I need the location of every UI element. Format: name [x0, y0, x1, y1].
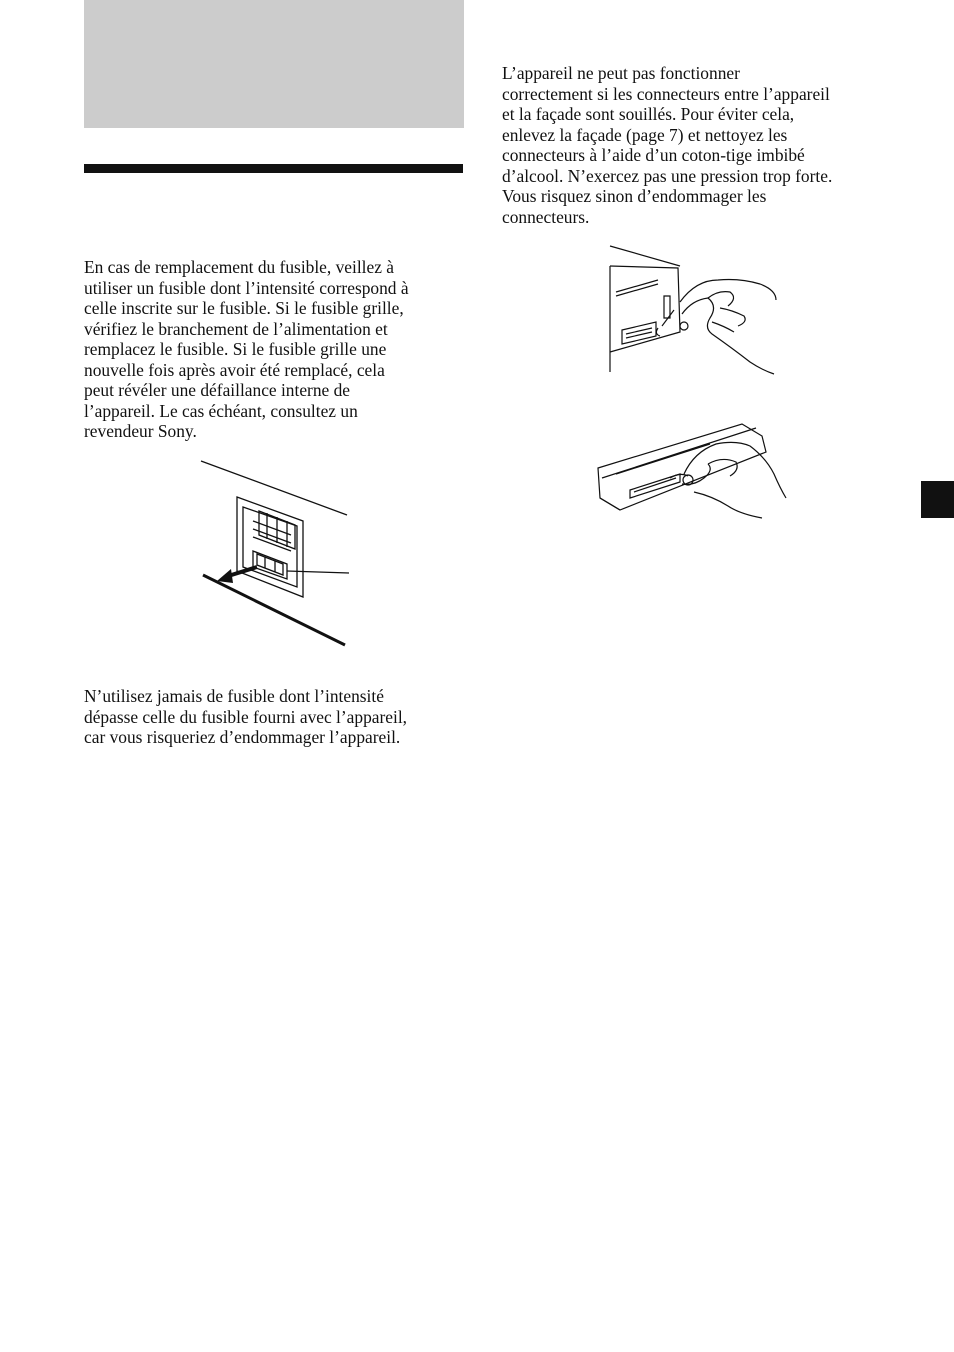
section-tab-marker: [921, 481, 954, 518]
fuse-replacement-paragraph: En cas de remplacement du fusible, veillez à utiliser un fusible dont l’intensité correspond à celle inscrite sur le fusible. Si le fusible grille, vérifiez le branchement de l’alimentation et remplacez le fusible. Si le fusible grille une nouvelle fois après avoir été remplacé, cela peut révéler une défaillance interne de l’appareil. Le cas échéant, consultez un revendeur Sony.: [84, 257, 409, 441]
connector-cleaning-paragraph: L’appareil ne peut pas fonctionner correctement si les connecteurs entre l’appareil et la façade sont souillés. Pour éviter cela, enlevez la façade (page 7) et nettoyez les connecteurs à l’aide d’un coton-tige imbibé d’alcool. N’exercez pas une pression trop forte. Vous risquez sinon d’endommager les connecteurs.: [502, 63, 833, 227]
section-header-banner: [84, 0, 464, 128]
fuse-warning-paragraph: N’utilisez jamais de fusible dont l’intensité dépasse celle du fusible fourni avec l’appareil, car vous risqueriez d’endommager l’appareil.: [84, 686, 408, 747]
faceplate-connector-cleaning-illustration: [590, 418, 790, 522]
unit-connector-cleaning-illustration: [600, 240, 785, 380]
fuse-removal-illustration: [195, 455, 355, 650]
section-title-rule: [84, 164, 463, 173]
